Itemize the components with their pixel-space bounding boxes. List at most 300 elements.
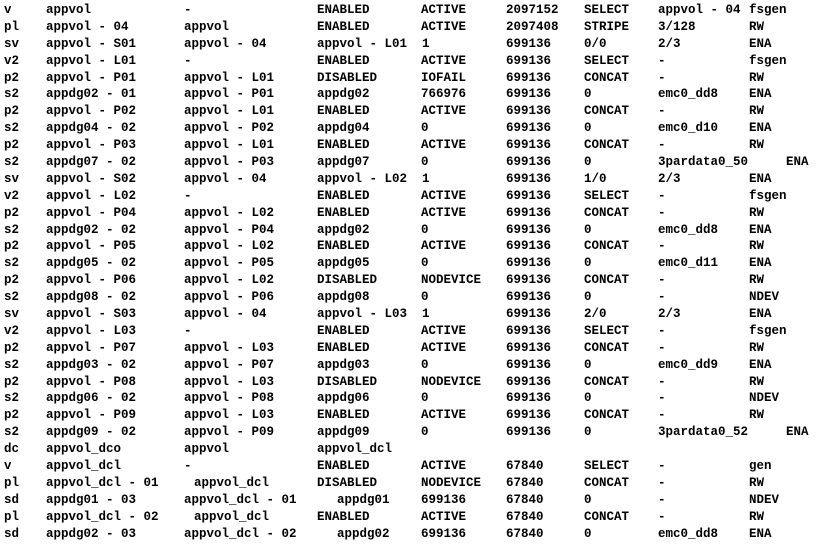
- record-name: appdg06 - 02: [46, 391, 137, 406]
- layout: CONCAT: [584, 104, 630, 119]
- layout: 0: [584, 391, 592, 406]
- length: 699136: [506, 425, 552, 440]
- length: 67840: [506, 526, 544, 541]
- record-name: appdg02 - 03: [46, 526, 137, 541]
- layout: 0: [584, 222, 592, 237]
- state: 0: [421, 155, 429, 170]
- kernel-state: ENABLED: [317, 239, 370, 254]
- listing-row: [4, 171, 824, 188]
- length: 699136: [506, 121, 552, 136]
- subdisk-ref: appdg01: [337, 492, 390, 507]
- subdisk-ref: appdg02: [317, 87, 370, 102]
- mode: NDEV: [749, 492, 780, 507]
- layout: CONCAT: [584, 205, 630, 220]
- subdisk-ref: appdg06: [317, 391, 370, 406]
- mode: ENA: [749, 357, 772, 372]
- layout: CONCAT: [584, 475, 630, 490]
- layout: 0: [584, 492, 592, 507]
- state: ACTIVE: [421, 104, 467, 119]
- listing-row: [4, 53, 824, 70]
- record-type: pl: [4, 509, 20, 524]
- record-name: appvol - P01: [46, 70, 137, 85]
- state: ACTIVE: [421, 408, 467, 423]
- mode: RW: [749, 509, 765, 524]
- listing-row: [4, 509, 824, 526]
- record-type: v2: [4, 188, 20, 203]
- state: NODEVICE: [421, 374, 482, 389]
- mode: ENA: [749, 307, 772, 322]
- record-type: v: [4, 3, 12, 17]
- vxprint-listing: [4, 2, 824, 543]
- mode: ENA: [749, 526, 772, 541]
- listing-row: [4, 86, 824, 103]
- record-name: appvol - P09: [46, 408, 137, 423]
- column-info: -: [658, 391, 666, 406]
- association: appvol - P02: [184, 121, 275, 136]
- state: IOFAIL: [421, 70, 467, 85]
- listing-row: [4, 272, 824, 289]
- listing-row: [4, 255, 824, 272]
- listing-row: [4, 323, 824, 340]
- record-name: appdg01 - 03: [46, 492, 137, 507]
- layout: 0: [584, 87, 592, 102]
- layout: CONCAT: [584, 340, 630, 355]
- length: 699136: [506, 188, 552, 203]
- association: -: [184, 323, 192, 338]
- mode: RW: [749, 205, 765, 220]
- record-name: appdg09 - 02: [46, 425, 137, 440]
- association: appvol: [184, 442, 230, 457]
- column-info: -: [658, 509, 666, 524]
- listing-row: [4, 289, 824, 306]
- kernel-state: ENABLED: [317, 459, 370, 474]
- subdisk-ref: appdg09: [317, 425, 370, 440]
- column-info: 3pardata0_50: [658, 155, 749, 170]
- listing-row: [4, 306, 824, 323]
- association: appvol - 04: [184, 36, 267, 51]
- record-type: p2: [4, 138, 20, 153]
- record-name: appvol - P02: [46, 104, 137, 119]
- listing-row: [4, 492, 824, 509]
- column-info: -: [658, 205, 666, 220]
- length: 699136: [506, 408, 552, 423]
- record-type: s2: [4, 121, 20, 136]
- record-name: appvol: [46, 3, 92, 17]
- length: 699136: [506, 171, 552, 186]
- mode: ENA: [786, 425, 809, 440]
- association: appvol_dcl: [194, 509, 270, 524]
- kernel-state: ENABLED: [317, 53, 370, 68]
- listing-row: [4, 390, 824, 407]
- record-name: appvol - 04: [46, 19, 129, 34]
- length: 699136: [506, 70, 552, 85]
- association: appvol - P07: [184, 357, 275, 372]
- length: 67840: [506, 475, 544, 490]
- layout: CONCAT: [584, 374, 630, 389]
- listing-row: [4, 458, 824, 475]
- length: 699136: [506, 53, 552, 68]
- record-name: appvol - S03: [46, 307, 137, 322]
- record-name: appvol_dco: [46, 442, 122, 457]
- record-type: p2: [4, 205, 20, 220]
- length: 699136: [506, 323, 552, 338]
- association: appvol - P08: [184, 391, 275, 406]
- length: 699136: [506, 391, 552, 406]
- length: 699136: [506, 273, 552, 288]
- state: 0: [421, 425, 429, 440]
- listing-row: [4, 2, 824, 19]
- layout: 2/0: [584, 307, 607, 322]
- layout: SELECT: [584, 459, 630, 474]
- record-type: p2: [4, 374, 20, 389]
- association: appvol - L03: [184, 340, 275, 355]
- layout: 0: [584, 290, 592, 305]
- length: 699136: [506, 290, 552, 305]
- record-type: s2: [4, 425, 20, 440]
- length: 67840: [506, 492, 544, 507]
- listing-row: [4, 424, 824, 441]
- kernel-state: ENABLED: [317, 3, 370, 17]
- listing-row: [4, 205, 824, 222]
- listing-row: [4, 357, 824, 374]
- record-type: s2: [4, 357, 20, 372]
- record-type: sv: [4, 171, 20, 186]
- record-name: appvol - P04: [46, 205, 137, 220]
- mode: fsgen: [749, 53, 787, 68]
- record-type: v2: [4, 323, 20, 338]
- record-name: appvol - P03: [46, 138, 137, 153]
- association: appvol - 04: [184, 307, 267, 322]
- association: appvol - L03: [184, 408, 275, 423]
- subdisk-ref: appdg05: [317, 256, 370, 271]
- state: ACTIVE: [421, 138, 467, 153]
- column-info: appvol - 04: [658, 3, 741, 17]
- layout: 0: [584, 357, 592, 372]
- record-name: appvol - S02: [46, 171, 137, 186]
- subdisk-ref: appdg08: [317, 290, 370, 305]
- association: appvol_dcl - 02: [184, 526, 297, 541]
- record-name: appdg04 - 02: [46, 121, 137, 136]
- association: appvol - P04: [184, 222, 275, 237]
- record-name: appdg02 - 02: [46, 222, 137, 237]
- mode: gen: [749, 459, 772, 474]
- record-type: s2: [4, 222, 20, 237]
- record-type: sd: [4, 526, 20, 541]
- record-type: s2: [4, 256, 20, 271]
- association: appvol - P01: [184, 87, 275, 102]
- record-name: appdg03 - 02: [46, 357, 137, 372]
- record-name: appvol - L02: [46, 188, 137, 203]
- length: 699136: [506, 239, 552, 254]
- column-info: -: [658, 340, 666, 355]
- layout: SELECT: [584, 323, 630, 338]
- layout: 1/0: [584, 171, 607, 186]
- state: 0: [421, 222, 429, 237]
- layout: 0/0: [584, 36, 607, 51]
- association: appvol - P05: [184, 256, 275, 271]
- column-info: -: [658, 492, 666, 507]
- association: appvol - P09: [184, 425, 275, 440]
- column-info: emc0_dd8: [658, 222, 719, 237]
- column-info: -: [658, 459, 666, 474]
- association: appvol - L02: [184, 273, 275, 288]
- kernel-state: DISABLED: [317, 475, 378, 490]
- state: ACTIVE: [421, 323, 467, 338]
- listing-row: [4, 36, 824, 53]
- association: appvol - P03: [184, 155, 275, 170]
- column-info: -: [658, 374, 666, 389]
- listing-row: [4, 120, 824, 137]
- column-info: -: [658, 104, 666, 119]
- column-info: -: [658, 323, 666, 338]
- length: 699136: [506, 256, 552, 271]
- record-name: appdg07 - 02: [46, 155, 137, 170]
- mode: ENA: [749, 87, 772, 102]
- column-info: 2/3: [658, 171, 681, 186]
- state: 0: [421, 391, 429, 406]
- record-type: s2: [4, 87, 20, 102]
- length: 699136: [506, 205, 552, 220]
- association: appvol_dcl: [194, 475, 270, 490]
- record-type: v2: [4, 53, 20, 68]
- state: ACTIVE: [421, 205, 467, 220]
- record-type: p2: [4, 408, 20, 423]
- mode: ENA: [749, 171, 772, 186]
- layout: CONCAT: [584, 138, 630, 153]
- association: appvol_dcl - 01: [184, 492, 297, 507]
- length: 2097408: [506, 19, 559, 34]
- column-info: -: [658, 273, 666, 288]
- layout: SELECT: [584, 53, 630, 68]
- column-info: -: [658, 239, 666, 254]
- subdisk-ref: appdg07: [317, 155, 370, 170]
- column-info: 3pardata0_52: [658, 425, 749, 440]
- subdisk-ref: appvol - L03 1: [317, 307, 430, 322]
- mode: RW: [749, 239, 765, 254]
- state: ACTIVE: [421, 3, 467, 17]
- record-name: appvol - L01: [46, 53, 137, 68]
- subdisk-ref: appvol - L01 1: [317, 36, 430, 51]
- mode: RW: [749, 70, 765, 85]
- association: -: [184, 53, 192, 68]
- mode: RW: [749, 273, 765, 288]
- state: 0: [421, 357, 429, 372]
- kernel-state: DISABLED: [317, 374, 378, 389]
- column-info: emc0_dd8: [658, 87, 719, 102]
- state: 0: [421, 256, 429, 271]
- column-info: -: [658, 290, 666, 305]
- state: 0: [421, 290, 429, 305]
- kernel-state: ENABLED: [317, 408, 370, 423]
- mode: ENA: [786, 155, 809, 170]
- kernel-state: ENABLED: [317, 323, 370, 338]
- column-info: -: [658, 408, 666, 423]
- record-type: pl: [4, 475, 20, 490]
- layout: SELECT: [584, 3, 630, 17]
- state: ACTIVE: [421, 459, 467, 474]
- association: -: [184, 3, 192, 17]
- state: 699136: [421, 492, 467, 507]
- kernel-state: ENABLED: [317, 104, 370, 119]
- listing-row: [4, 137, 824, 154]
- record-name: appdg02 - 01: [46, 87, 137, 102]
- length: 699136: [506, 155, 552, 170]
- layout: 0: [584, 526, 592, 541]
- record-name: appdg05 - 02: [46, 256, 137, 271]
- layout: CONCAT: [584, 239, 630, 254]
- record-name: appvol - S01: [46, 36, 137, 51]
- record-type: sv: [4, 36, 20, 51]
- mode: fsgen: [749, 323, 787, 338]
- listing-row: [4, 475, 824, 492]
- record-type: p2: [4, 70, 20, 85]
- association: -: [184, 459, 192, 474]
- column-info: -: [658, 70, 666, 85]
- kernel-state: ENABLED: [317, 340, 370, 355]
- layout: CONCAT: [584, 408, 630, 423]
- mode: ENA: [749, 222, 772, 237]
- listing-row: [4, 188, 824, 205]
- layout: 0: [584, 425, 592, 440]
- state: 0: [421, 121, 429, 136]
- mode: NDEV: [749, 391, 780, 406]
- length: 699136: [506, 357, 552, 372]
- length: 699136: [506, 374, 552, 389]
- record-name: appvol_dcl - 01: [46, 475, 159, 490]
- length: 67840: [506, 509, 544, 524]
- record-type: v: [4, 459, 12, 474]
- state: ACTIVE: [421, 53, 467, 68]
- association: appvol - L02: [184, 239, 275, 254]
- record-type: sd: [4, 492, 20, 507]
- subdisk-ref: appdg03: [317, 357, 370, 372]
- record-type: s2: [4, 155, 20, 170]
- layout: 0: [584, 155, 592, 170]
- kernel-state: ENABLED: [317, 205, 370, 220]
- mode: RW: [749, 408, 765, 423]
- column-info: emc0_dd8: [658, 526, 719, 541]
- listing-row: [4, 374, 824, 391]
- record-name: appvol_dcl - 02: [46, 509, 159, 524]
- column-info: -: [658, 475, 666, 490]
- record-name: appvol - L03: [46, 323, 137, 338]
- kernel-state: ENABLED: [317, 138, 370, 153]
- state: NODEVICE: [421, 273, 482, 288]
- length: 699136: [506, 104, 552, 119]
- layout: CONCAT: [584, 273, 630, 288]
- mode: ENA: [749, 121, 772, 136]
- record-name: appvol_dcl: [46, 459, 122, 474]
- layout: STRIPE: [584, 19, 630, 34]
- state: ACTIVE: [421, 188, 467, 203]
- kernel-state: ENABLED: [317, 188, 370, 203]
- column-info: -: [658, 188, 666, 203]
- layout: 0: [584, 121, 592, 136]
- kernel-state: ENABLED: [317, 509, 370, 524]
- association: appvol - L02: [184, 205, 275, 220]
- record-name: appvol - P08: [46, 374, 137, 389]
- mode: fsgen: [749, 188, 787, 203]
- mode: RW: [749, 475, 765, 490]
- mode: RW: [749, 104, 765, 119]
- layout: 0: [584, 256, 592, 271]
- record-type: p2: [4, 104, 20, 119]
- state: 766976: [421, 87, 467, 102]
- length: 699136: [506, 307, 552, 322]
- state: ACTIVE: [421, 340, 467, 355]
- record-type: s2: [4, 290, 20, 305]
- subdisk-ref: appdg02: [317, 222, 370, 237]
- record-name: appvol - P05: [46, 239, 137, 254]
- mode: RW: [749, 19, 765, 34]
- association: appvol: [184, 19, 230, 34]
- length: 699136: [506, 87, 552, 102]
- layout: CONCAT: [584, 70, 630, 85]
- column-info: -: [658, 53, 666, 68]
- listing-row: [4, 70, 824, 87]
- column-info: 3/128: [658, 19, 696, 34]
- listing-row: [4, 340, 824, 357]
- layout: CONCAT: [584, 509, 630, 524]
- layout: SELECT: [584, 188, 630, 203]
- length: 699136: [506, 340, 552, 355]
- record-type: pl: [4, 19, 20, 34]
- mode: RW: [749, 138, 765, 153]
- length: 699136: [506, 222, 552, 237]
- mode: ENA: [749, 256, 772, 271]
- state: ACTIVE: [421, 509, 467, 524]
- record-type: p2: [4, 239, 20, 254]
- record-name: appvol - P07: [46, 340, 137, 355]
- association: appvol - P06: [184, 290, 275, 305]
- association: appvol - L01: [184, 70, 275, 85]
- association: -: [184, 188, 192, 203]
- kernel-state: ENABLED: [317, 19, 370, 34]
- association: appvol - L01: [184, 138, 275, 153]
- association: appvol - L03: [184, 374, 275, 389]
- listing-row: [4, 526, 824, 543]
- record-type: p2: [4, 340, 20, 355]
- mode: RW: [749, 340, 765, 355]
- record-name: appvol - P06: [46, 273, 137, 288]
- column-info: 2/3: [658, 36, 681, 51]
- state: NODEVICE: [421, 475, 482, 490]
- state: ACTIVE: [421, 19, 467, 34]
- column-info: 2/3: [658, 307, 681, 322]
- kernel-state: DISABLED: [317, 70, 378, 85]
- mode: RW: [749, 374, 765, 389]
- length: 699136: [506, 138, 552, 153]
- listing-row: [4, 154, 824, 171]
- listing-row: [4, 407, 824, 424]
- record-type: s2: [4, 391, 20, 406]
- mode: fsgen: [749, 3, 787, 17]
- listing-row: [4, 441, 824, 458]
- listing-row: [4, 103, 824, 120]
- association: appvol - L01: [184, 104, 275, 119]
- subdisk-ref: appdg02: [337, 526, 390, 541]
- listing-row: [4, 19, 824, 36]
- kernel-state: DISABLED: [317, 273, 378, 288]
- mode: ENA: [749, 36, 772, 51]
- length: 67840: [506, 459, 544, 474]
- column-info: emc0_dd9: [658, 357, 719, 372]
- record-name: appdg08 - 02: [46, 290, 137, 305]
- subdisk-ref: appvol - L02 1: [317, 171, 430, 186]
- column-info: -: [658, 138, 666, 153]
- record-type: p2: [4, 273, 20, 288]
- subdisk-ref: appdg04: [317, 121, 370, 136]
